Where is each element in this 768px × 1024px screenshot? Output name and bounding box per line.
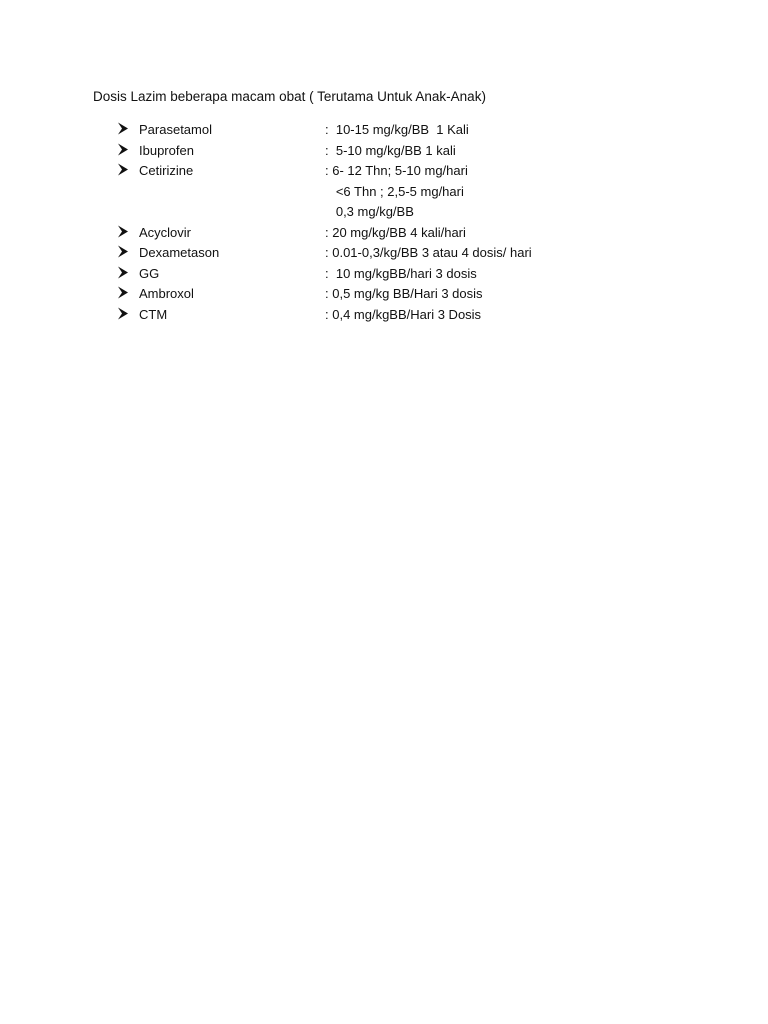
list-item xyxy=(0,305,768,326)
drug-dose: : 0,4 mg/kgBB/Hari 3 Dosis xyxy=(325,306,482,322)
drug-dose: : 5-10 mg/kg/BB 1 kali xyxy=(325,142,456,158)
drug-name: GG xyxy=(139,265,160,281)
drug-dose: 0,3 mg/kg/BB xyxy=(325,204,414,219)
drug-dose: : 6- 12 Thn; 5-10 mg/hari xyxy=(325,163,468,178)
arrowhead-bullet-icon xyxy=(117,266,129,279)
drug-name: CTM xyxy=(139,306,168,322)
list-item-continuation xyxy=(0,202,768,223)
list-item xyxy=(0,141,768,162)
drug-name: Acyclovir xyxy=(139,224,192,240)
arrowhead-bullet-icon xyxy=(117,307,129,320)
list-item xyxy=(0,243,768,264)
arrowhead-bullet-icon xyxy=(117,286,129,299)
arrowhead-bullet-icon xyxy=(117,225,129,238)
drug-name: Parasetamol xyxy=(139,122,212,137)
arrowhead-bullet-icon xyxy=(117,245,129,258)
list-item xyxy=(0,223,768,244)
list-item xyxy=(0,264,768,285)
document-title: Dosis Lazim beberapa macam obat ( Terutama Untuk Anak-Anak) xyxy=(93,89,486,104)
list-item-continuation xyxy=(0,182,768,203)
list-item xyxy=(0,161,768,182)
drug-dose: : 10 mg/kgBB/hari 3 dosis xyxy=(325,265,477,281)
arrowhead-bullet-icon xyxy=(117,163,129,176)
drug-name: Ibuprofen xyxy=(139,142,194,158)
drug-dose: : 0.01-0,3/kg/BB 3 atau 4 dosis/ hari xyxy=(325,245,532,260)
drug-dose: : 0,5 mg/kg BB/Hari 3 dosis xyxy=(325,286,483,301)
drug-name: Ambroxol xyxy=(139,286,194,301)
drug-dosage-list xyxy=(0,120,768,325)
list-item xyxy=(0,120,768,141)
drug-dose: : 20 mg/kg/BB 4 kali/hari xyxy=(325,224,466,240)
arrowhead-bullet-icon xyxy=(117,122,129,135)
drug-dose: : 10-15 mg/kg/BB 1 Kali xyxy=(325,122,469,137)
drug-dose: <6 Thn ; 2,5-5 mg/hari xyxy=(325,183,464,199)
drug-name: Dexametason xyxy=(139,245,220,260)
arrowhead-bullet-icon xyxy=(117,143,129,156)
drug-name: Cetirizine xyxy=(139,163,194,178)
list-item xyxy=(0,284,768,305)
